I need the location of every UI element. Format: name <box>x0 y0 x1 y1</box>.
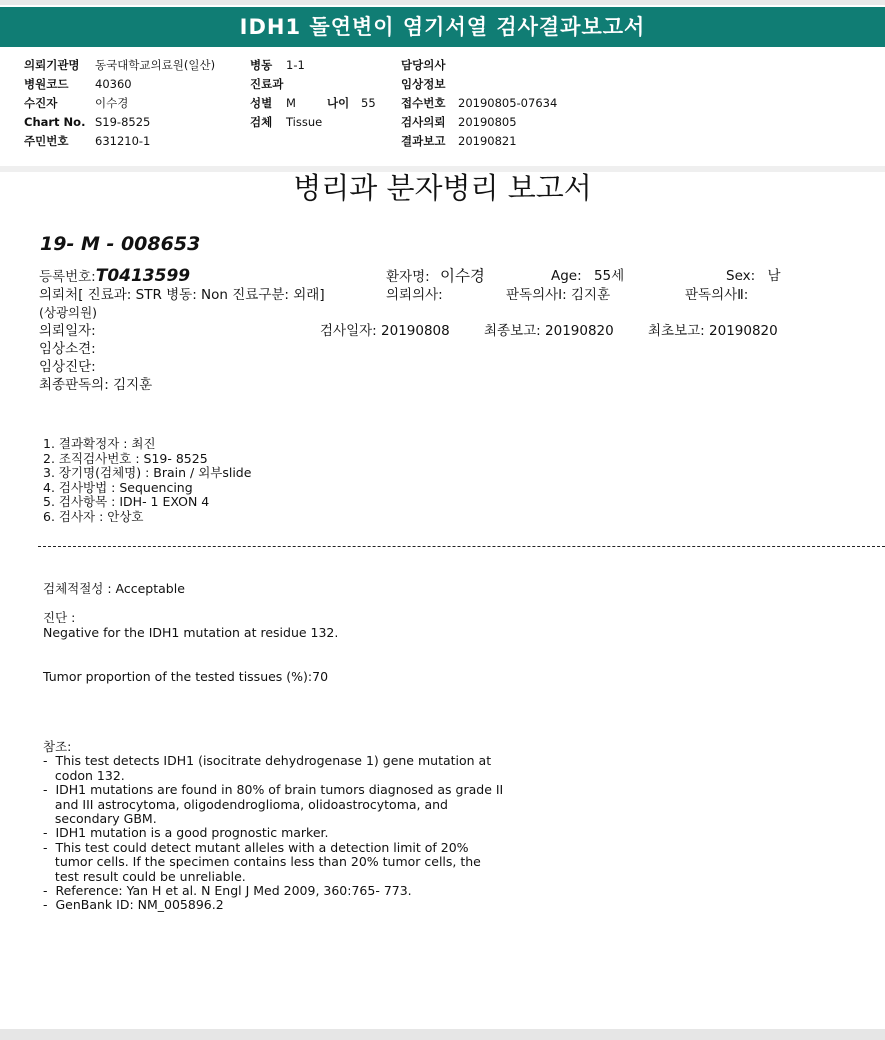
specimen-label: 검체 <box>250 115 273 129</box>
specimen-adequacy: 검체적절성 : Acceptable <box>43 581 185 596</box>
chart-no-label: Chart No. <box>24 115 86 129</box>
receipt-label: 접수번호 <box>401 96 446 110</box>
exam-items-list <box>43 437 251 525</box>
list-item: 2. 조직검사번호 : S19- 8525 <box>43 450 208 466</box>
references-block <box>43 740 503 913</box>
doctor-label: 담당의사 <box>401 58 446 72</box>
name-field <box>386 268 485 286</box>
reference-line: test result could be unreliable. <box>43 868 246 884</box>
final-date-label: 최종보고: <box>484 323 541 339</box>
clinical-finding-label: 임상소견: <box>39 341 96 357</box>
first-date-value: 20190820 <box>709 323 778 339</box>
req-date-label: 의뢰일자: <box>39 323 96 339</box>
list-item: 5. 검사항목 : IDH- 1 EXON 4 <box>43 494 210 510</box>
references-title: 참조: <box>43 739 72 754</box>
final-reader-value: 김지훈 <box>113 377 153 393</box>
referral-line: 의뢰처[ 진료과: STR 병동: Non 진료구분: 외래] <box>39 287 325 303</box>
clinical-dx-label: 임상진단: <box>39 359 96 375</box>
reader1-field <box>506 287 610 304</box>
name-value: 이수경 <box>439 267 485 285</box>
reader1-value: 김지훈 <box>571 287 611 303</box>
list-item: 6. 검사자 : 안상호 <box>43 508 144 524</box>
age-label: 나이 <box>327 96 350 110</box>
request-label: 검사의뢰 <box>401 115 446 129</box>
tumor-proportion: Tumor proportion of the tested tissues (%):70 <box>43 669 329 684</box>
reg-value: T0413599 <box>95 266 191 286</box>
report-banner-title: IDH1 돌연변이 염기서열 검사결과보고서 <box>0 7 885 47</box>
reg-label: 등록번호: <box>39 269 96 285</box>
rrn-value: 631210-1 <box>95 134 151 148</box>
exam-date-value: 20190808 <box>381 323 450 339</box>
ward-value: 1-1 <box>286 58 305 72</box>
final-date-value: 20190820 <box>545 323 614 339</box>
report-sex-value: 남 <box>767 268 781 284</box>
reference-line: - IDH1 mutation is a good prognostic marker. <box>43 825 329 841</box>
report-age-value: 55세 <box>593 268 625 284</box>
ward-label: 병동 <box>250 58 273 72</box>
receipt-value: 20190805-07634 <box>458 96 558 110</box>
header-info-block <box>0 48 885 167</box>
ref-doctor-label: 의뢰의사: <box>386 287 443 303</box>
chart-no-value: S19-8525 <box>95 115 151 129</box>
institution-value: 동국대학교의료원(일산) <box>95 58 216 72</box>
sex-field <box>726 268 781 285</box>
patient-label: 수진자 <box>24 96 58 110</box>
age-value: 55 <box>361 96 376 110</box>
hospital-code-label: 병원코드 <box>24 77 69 91</box>
reference-line: secondary GBM. <box>43 811 157 827</box>
final-reader-field <box>39 377 152 394</box>
reference-line: and III astrocytoma, oligodendroglioma, olidoastrocytoma, and <box>43 796 448 812</box>
first-date-label: 최초보고: <box>648 323 705 339</box>
report-date-label: 결과보고 <box>401 134 446 148</box>
dashed-divider <box>38 546 885 547</box>
request-value: 20190805 <box>458 115 517 129</box>
patient-value: 이수경 <box>95 96 129 110</box>
exam-date-field <box>320 323 450 340</box>
diagnosis-label: 진단 : <box>43 610 76 625</box>
reader2-label: 판독의사Ⅱ: <box>685 287 749 303</box>
reference-line: tumor cells. If the specimen contains less than 20% tumor cells, the <box>43 854 481 870</box>
reference-line: codon 132. <box>43 767 125 783</box>
age-field <box>551 268 624 285</box>
dept-label: 진료과 <box>250 77 284 91</box>
exam-date-label: 검사일자: <box>320 323 377 339</box>
specimen-value: Tissue <box>286 115 323 129</box>
institution-label: 의뢰기관명 <box>24 58 80 72</box>
reg-field <box>39 268 190 286</box>
top-rule <box>0 0 885 5</box>
final-date-field <box>484 323 614 340</box>
list-item: 4. 검사방법 : Sequencing <box>43 479 193 495</box>
diagnosis-text: Negative for the IDH1 mutation at residue 132. <box>43 625 339 640</box>
referral-org: (상광의원) <box>39 305 98 320</box>
final-reader-label: 최종판독의: <box>39 377 109 393</box>
sex-label: 성별 <box>250 96 273 110</box>
report-age-label: Age: <box>551 268 582 284</box>
reference-line: - This test detects IDH1 (isocitrate dehydrogenase 1) gene mutation at <box>43 753 492 769</box>
rrn-label: 주민번호 <box>24 134 69 148</box>
case-number: 19- M - 008653 <box>40 233 201 255</box>
reference-line: - This test could detect mutant alleles with a detection limit of 20% <box>43 839 469 855</box>
list-item: 3. 장기명(검체명) : Brain / 외부slide <box>43 465 252 481</box>
reference-line: - IDH1 mutations are found in 80% of brain tumors diagnosed as grade II <box>43 782 504 798</box>
report-sex-label: Sex: <box>726 268 756 284</box>
reference-line: - GenBank ID: NM_005896.2 <box>43 897 224 913</box>
list-item: 1. 결과확정자 : 최진 <box>43 436 156 451</box>
first-date-field <box>648 323 778 340</box>
reference-line: - Reference: Yan H et al. N Engl J Med 2009, 360:765- 773. <box>43 883 412 899</box>
report-title: 병리과 분자병리 보고서 <box>293 171 592 205</box>
name-label: 환자명: <box>386 269 430 285</box>
bottom-scroll-area <box>0 1029 885 1040</box>
reader1-label: 판독의사Ⅰ: <box>506 287 567 303</box>
sex-value: M <box>286 96 296 110</box>
clinical-info-label: 임상정보 <box>401 77 446 91</box>
hospital-code-value: 40360 <box>95 77 132 91</box>
report-date-value: 20190821 <box>458 134 517 148</box>
